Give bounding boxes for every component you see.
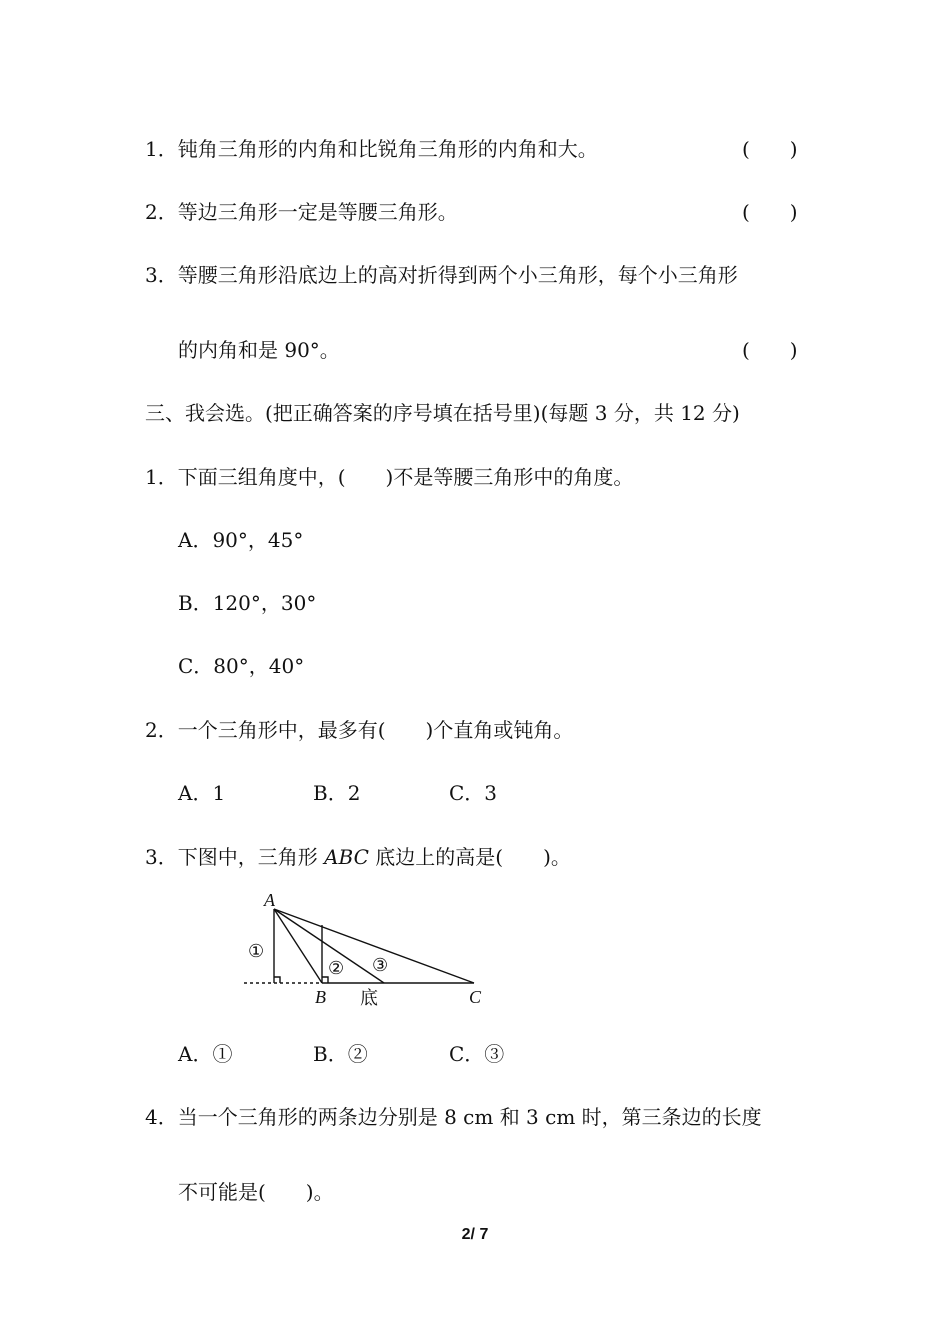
judge-q3-text-line1: 等腰三角形沿底边上的高对折得到两个小三角形，每个小三角形	[177, 263, 738, 287]
label-a: A	[264, 890, 275, 910]
choice-q2-text: 一个三角形中，最多有( )个直角或钝角。	[177, 718, 574, 742]
choice-q4-number: 4．	[145, 1105, 178, 1129]
choice-q1-option-b[interactable]: B．120°，30°	[178, 591, 317, 615]
label-c: C	[469, 987, 482, 1007]
choice-q3-option-a[interactable]: A．①	[178, 1042, 233, 1066]
choice-q3-text-before: 下图中，三角形	[177, 845, 325, 869]
label-2: ②	[328, 958, 345, 978]
triangle-figure	[230, 885, 500, 1015]
choice-q4-text-line1: 当一个三角形的两条边分别是 8 cm 和 3 cm 时，第三条边的长度	[177, 1105, 762, 1129]
choice-q1-option-a[interactable]: A．90°，45°	[178, 528, 304, 552]
judge-q2	[145, 199, 458, 225]
judge-q1-text: 钝角三角形的内角和比锐角三角形的内角和大。	[177, 137, 598, 161]
side-ab	[274, 909, 322, 983]
choice-q2-option-a[interactable]: A．1	[178, 781, 226, 805]
choice-q1-text: 下面三组角度中，( )不是等腰三角形中的角度。	[177, 465, 634, 489]
choice-q3-option-b[interactable]: B．②	[313, 1042, 368, 1066]
judge-q3-number: 3．	[145, 263, 178, 287]
judge-q1	[145, 136, 598, 162]
judge-q1-number: 1．	[145, 137, 178, 161]
judge-q2-text: 等边三角形一定是等腰三角形。	[177, 200, 458, 224]
judge-q3-answer-bracket[interactable]: ( )	[742, 338, 798, 362]
judge-q3	[145, 262, 738, 288]
section-title: 三、我会选。(把正确答案的序号填在括号里)(每题 3 分，共 12 分)	[145, 401, 740, 425]
label-3: ③	[372, 955, 389, 975]
choice-q3	[145, 844, 571, 870]
choice-q3-text-italic: ABC	[324, 845, 369, 869]
choice-q1	[145, 464, 633, 490]
choice-q3-option-c[interactable]: C．③	[449, 1042, 505, 1066]
choice-q1-number: 1．	[145, 465, 178, 489]
choice-q2-option-b[interactable]: B．2	[313, 781, 361, 805]
right-angle-mark-1	[274, 977, 280, 983]
choice-q3-number: 3．	[145, 845, 178, 869]
judge-q2-number: 2．	[145, 200, 178, 224]
judge-q2-answer-bracket[interactable]: ( )	[742, 200, 798, 224]
judge-q3-text-line2: 的内角和是 90°。	[178, 338, 340, 362]
choice-q4	[145, 1104, 762, 1130]
judge-q1-answer-bracket[interactable]: ( )	[742, 137, 798, 161]
page-number: 2/ 7	[461, 1226, 489, 1243]
choice-q2	[145, 717, 573, 743]
label-b: B	[315, 987, 326, 1007]
choice-q2-option-c[interactable]: C．3	[449, 781, 498, 805]
label-base: 底	[360, 988, 378, 1008]
label-1: ①	[248, 941, 265, 961]
choice-q1-option-c[interactable]: C．80°，40°	[178, 654, 305, 678]
choice-q2-number: 2．	[145, 718, 178, 742]
choice-q4-text-line2: 不可能是( )。	[178, 1180, 334, 1204]
choice-q3-text-after: 底边上的高是( )。	[368, 845, 571, 869]
